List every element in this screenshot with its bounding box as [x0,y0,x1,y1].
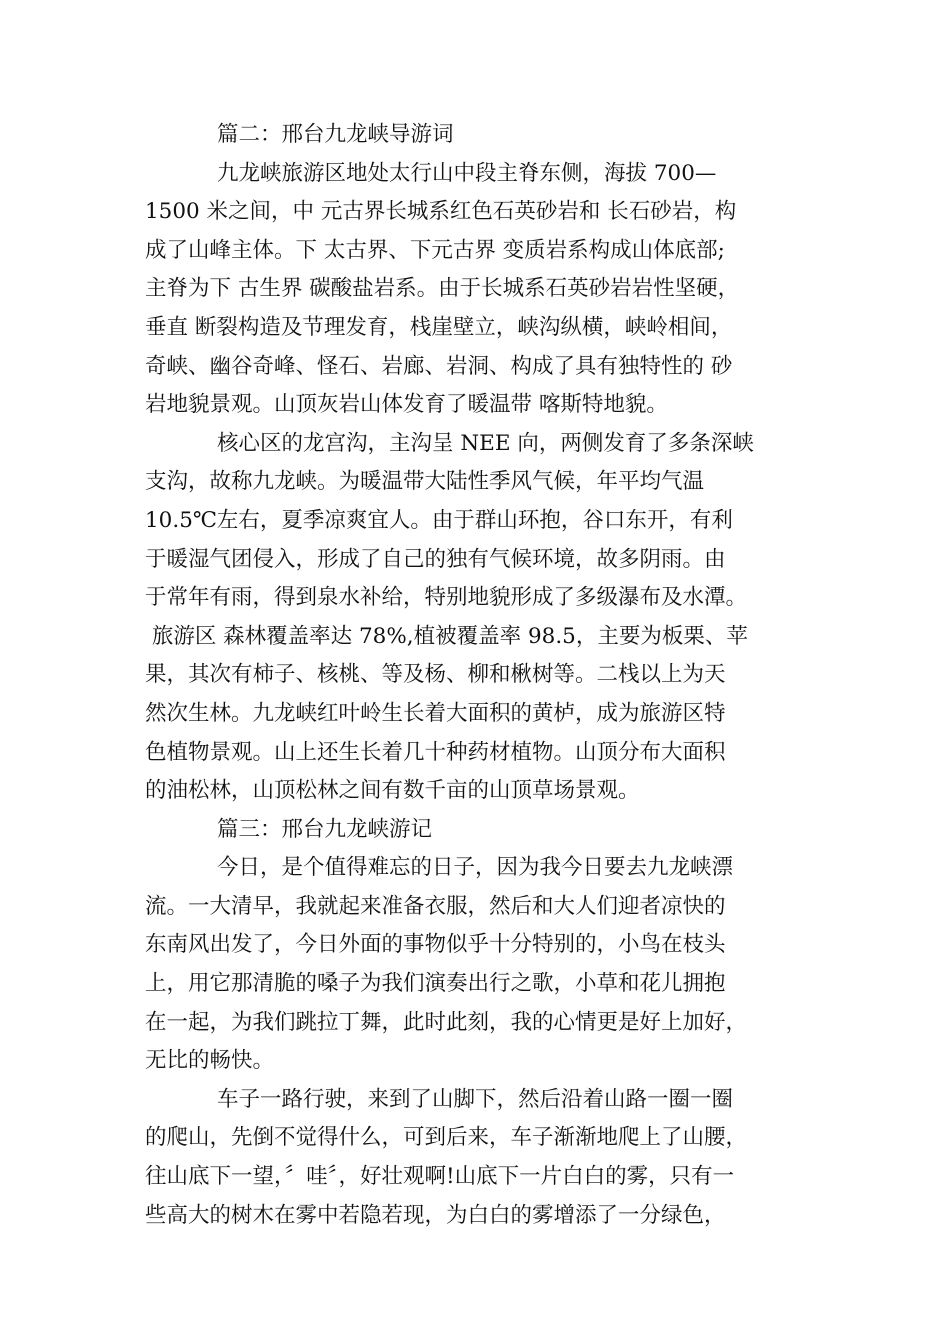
text-line: 10.5℃左右，夏季凉爽宜人。由于群山环抱，谷口东开，有利 [145,507,733,533]
section-heading-2: 篇二：邢台九龙峡导游词 [217,122,454,147]
text-line: 旅游区 森林覆盖率达 78%,植被覆盖率 98.5，主要为板栗、苹 [145,623,748,649]
text-line: 东南风出发了，今日外面的事物似乎十分特别的，小鸟在枝头 [145,932,726,958]
text-line: 上，用它那清脆的嗓子为我们演奏出行之歌，小草和花儿拥抱 [145,971,726,997]
text-line: 成了山峰主体。下 太古界、下元古界 变质岩系构成山体底部; [145,237,725,263]
section-heading-3: 篇三：邢台九龙峡游记 [217,816,433,842]
text-line: 今日，是个值得难忘的日子，因为我今日要去九龙峡漂 [217,855,734,881]
text-line: 在一起，为我们跳拉丁舞，此时此刻，我的心情更是好上加好， [145,1009,748,1035]
text-line: 果，其次有柿子、核桃、等及杨、柳和楸树等。二栈以上为天 [145,662,726,688]
text-line: 于常年有雨，得到泉水补给，特别地貌形成了多级瀑布及水潭。 [145,585,748,611]
text-line: 垂直 断裂构造及节理发育，栈崖壁立，峡沟纵横，峡岭相间， [145,314,733,340]
text-line: 岩地貌景观。山顶灰岩山体发育了暖温带 喀斯特地貌。 [145,392,668,418]
text-line: 的爬山，先倒不觉得什么，可到后来，车子渐渐地爬上了山腰， [145,1125,748,1151]
text-line: 往山底下一望，〞哇〞，好壮观啊!山底下一片白白的雾，只有一 [145,1164,735,1190]
text-line: 流。一大清早，我就起来准备衣服，然后和大人们迎者凉快的 [145,893,726,919]
text-line: 些高大的树木在雾中若隐若现，为白白的雾增添了一分绿色， [145,1202,726,1228]
text-line: 核心区的龙宫沟，主沟呈 NEE 向，两侧发育了多条深峡 [217,430,754,456]
text-line: 于暖湿气团侵入，形成了自己的独有气候环境，故多阴雨。由 [145,546,726,572]
text-line: 九龙峡旅游区地处太行山中段主脊东侧，海拔 700— [217,160,717,186]
text-line: 色植物景观。山上还生长着几十种药材植物。山顶分布大面积 [145,739,726,765]
text-line: 的油松林，山顶松林之间有数千亩的山顶草场景观。 [145,778,640,804]
text-line: 奇峡、幽谷奇峰、怪石、岩廊、岩洞、构成了具有独特性的 砂 [145,353,733,379]
text-line: 主脊为下 古生界 碳酸盐岩系。由于长城系石英砂岩岩性坚硬， [145,276,740,302]
document-page [145,116,810,1235]
text-line: 车子一路行驶，来到了山脚下，然后沿着山路一圈一圈 [217,1086,734,1112]
text-line: 支沟，故称九龙峡。为暖温带大陆性季风气候，年平均气温 [145,469,705,495]
text-line: 1500 米之间，中 元古界长城系红色石英砂岩和 长石砂岩，构 [145,199,737,225]
text-line: 然次生林。九龙峡红叶岭生长着大面积的黄栌，成为旅游区特 [145,700,726,726]
text-line: 无比的畅快。 [145,1048,275,1074]
